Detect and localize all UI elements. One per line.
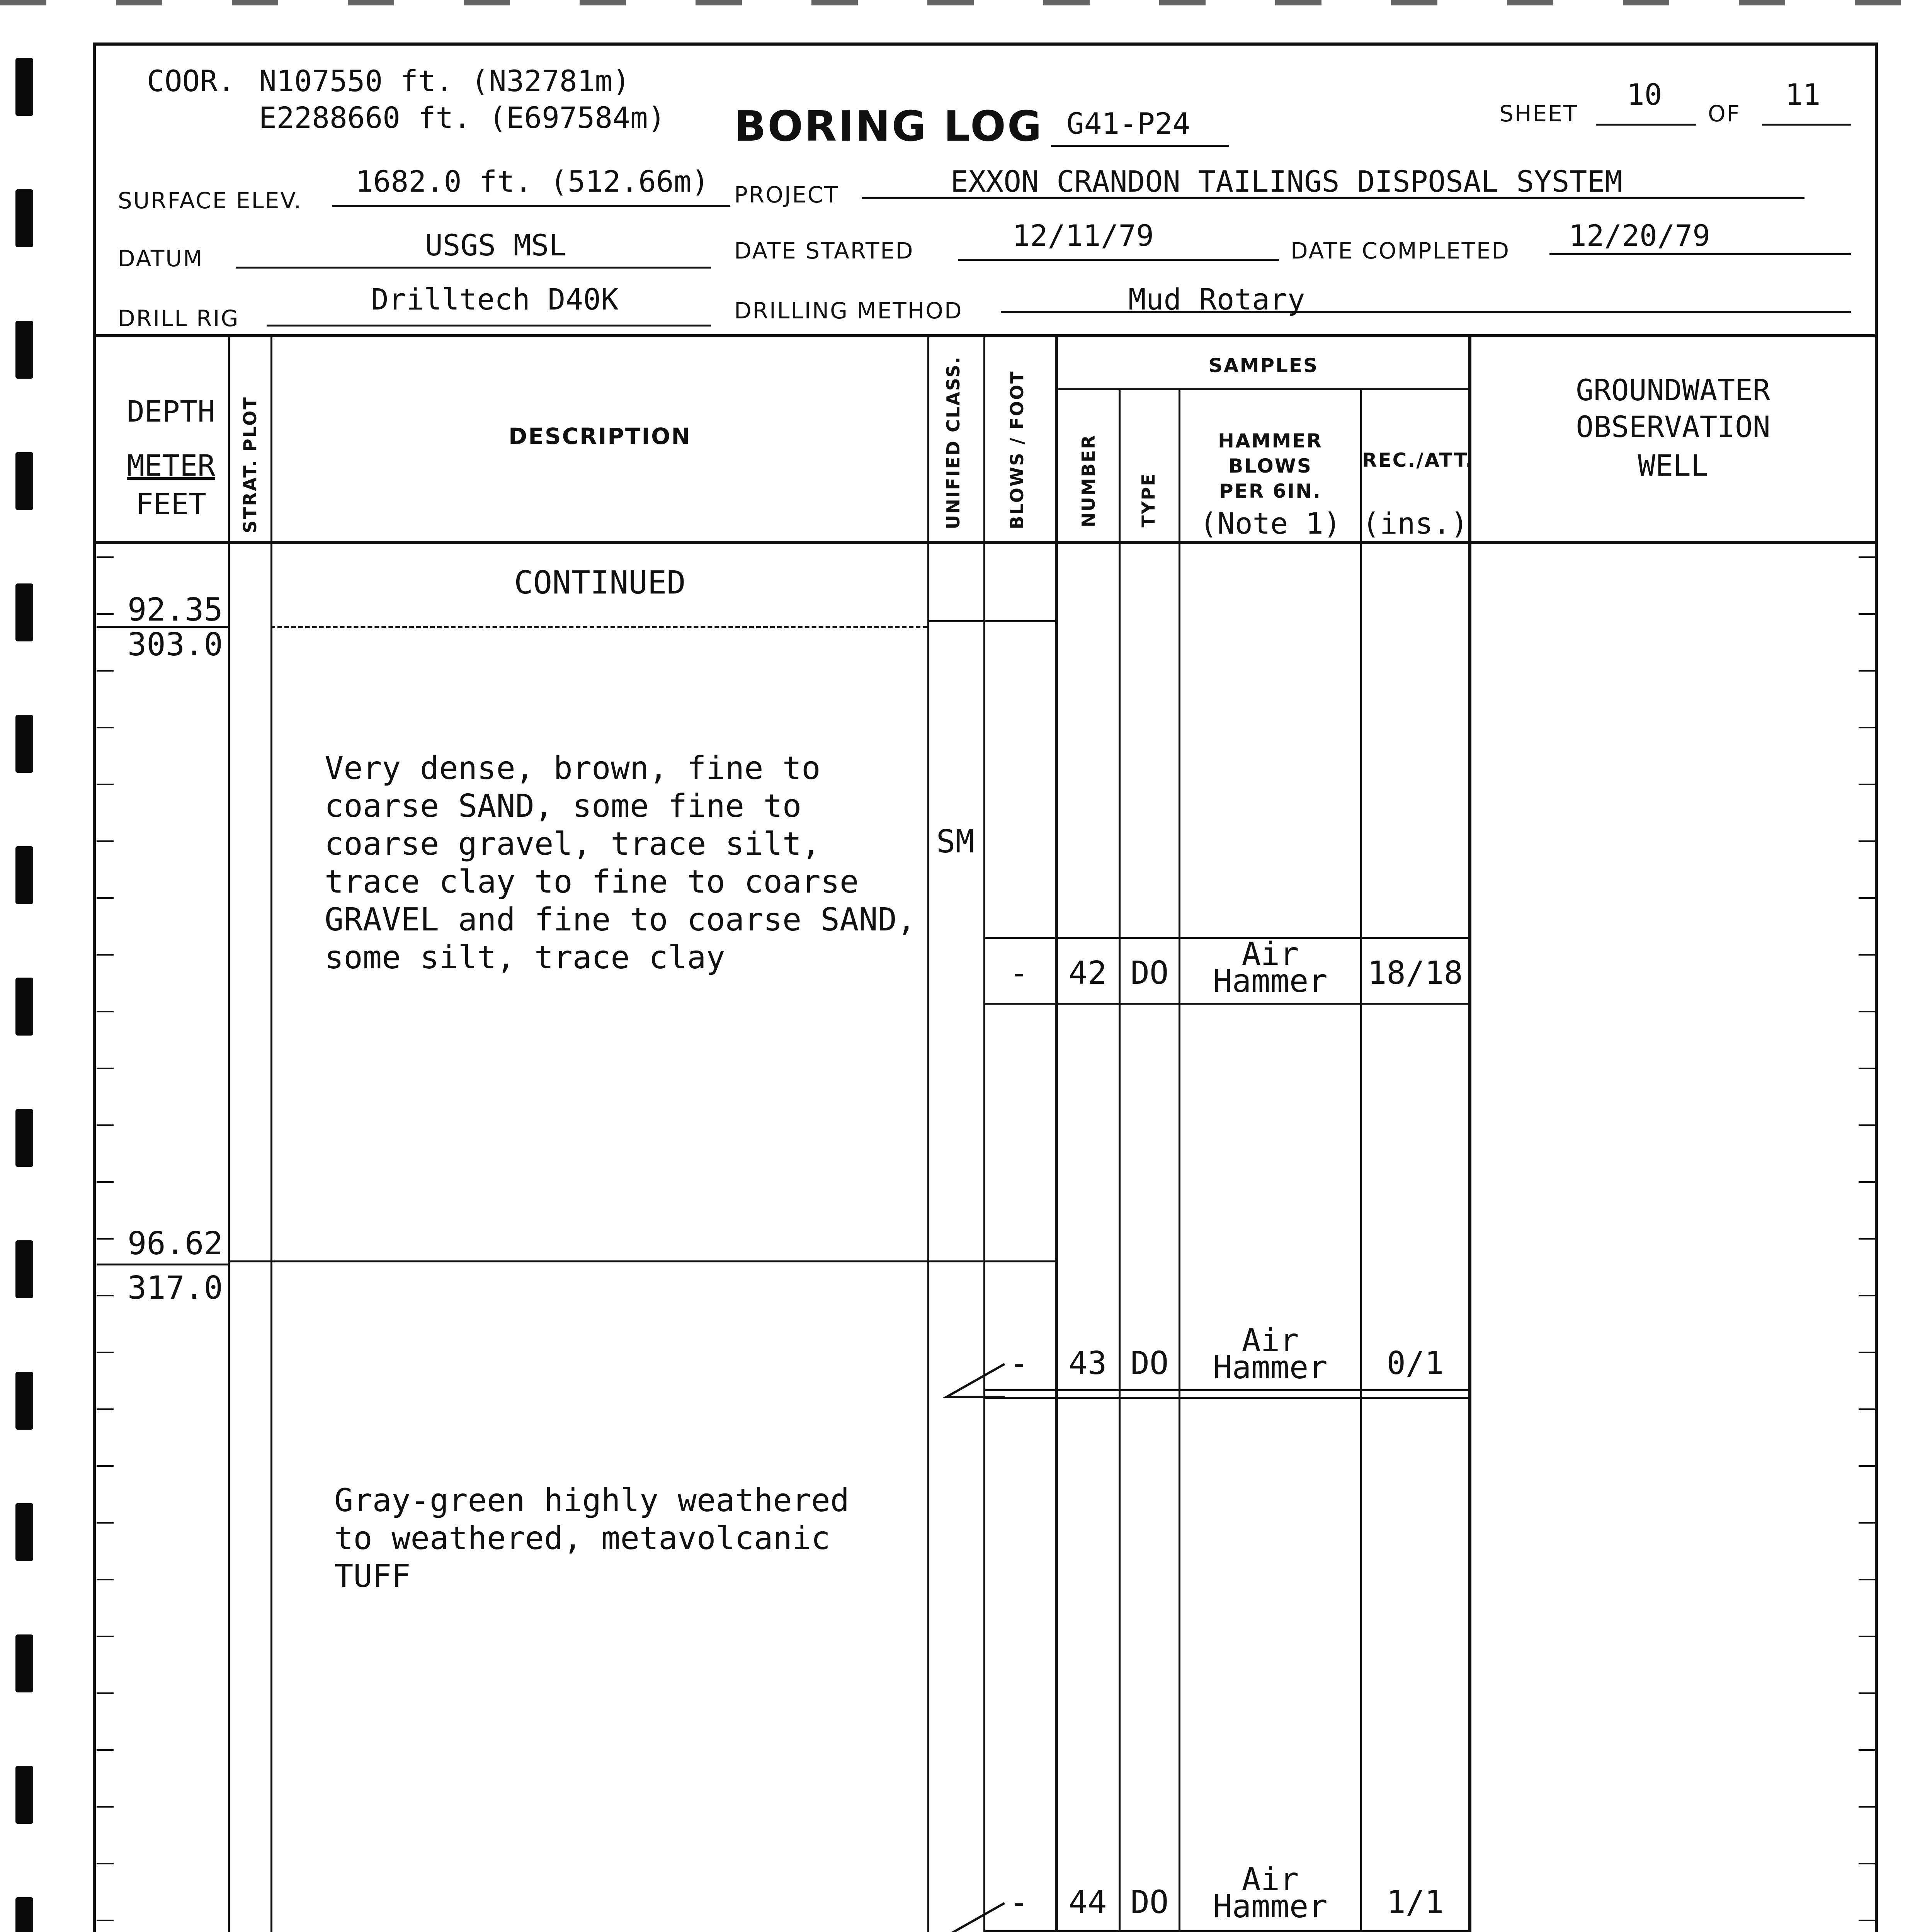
type-header: TYPE — [1138, 473, 1159, 527]
date-completed-label: DATE COMPLETED — [1291, 238, 1510, 264]
well-tick — [1859, 1636, 1876, 1637]
depth-tick — [97, 840, 114, 842]
feet-header: FEET — [135, 487, 207, 521]
sample-42-hammer-2: Hammer — [1213, 963, 1328, 1000]
binder-hole-mark — [15, 189, 33, 247]
stratum-1-line-1: Very dense, brown, fine to — [325, 750, 821, 787]
depth-tick — [97, 670, 114, 672]
sample-42-top-line — [983, 937, 1468, 939]
well-tick — [1859, 1068, 1876, 1069]
stratum-1-line-2: coarse SAND, some fine to — [325, 788, 802, 825]
depth-tick — [97, 1181, 114, 1183]
coor-east: E2288660 ft. (E697584m) — [259, 100, 666, 135]
well-tick — [1859, 1579, 1876, 1580]
depth-tick — [97, 556, 114, 558]
binder-hole-mark — [15, 1897, 33, 1932]
meter-header: METER — [127, 448, 215, 483]
well-tick — [1859, 1749, 1876, 1751]
drilling-method-label: DRILLING METHOD — [734, 298, 963, 324]
groundwater-header-2: OBSERVATION — [1576, 410, 1770, 444]
stratum-2-line-3: TUFF — [334, 1558, 411, 1595]
sample-44-number: 44 — [1068, 1884, 1107, 1921]
unified-class-header: UNIFIED CLASS. — [943, 355, 964, 529]
depth-tick — [97, 1749, 114, 1751]
depth-tick — [97, 1863, 114, 1864]
depth-tick — [97, 954, 114, 956]
depth-feet-2: 317.0 — [128, 1270, 223, 1306]
date-completed-line — [1549, 253, 1851, 255]
sample-42-hammer-1: Air — [1242, 936, 1299, 973]
sample-43-hammer-2: Hammer — [1213, 1349, 1328, 1386]
well-tick — [1859, 1522, 1876, 1524]
well-tick — [1859, 1352, 1876, 1353]
drill-rig-line — [267, 325, 711, 327]
of-label: OF — [1708, 100, 1741, 127]
sample-44-type: DO — [1130, 1884, 1169, 1921]
depth-tick — [97, 1692, 114, 1694]
sample-44-rec: 1/1 — [1386, 1884, 1444, 1921]
binder-hole-mark — [15, 452, 33, 510]
sample-42-bottom-line — [983, 1003, 1468, 1005]
well-tick — [1859, 1181, 1876, 1183]
description-header: DESCRIPTION — [509, 423, 691, 449]
well-tick — [1859, 1124, 1876, 1126]
depth-tick — [97, 1920, 114, 1921]
binder-hole-mark — [15, 1503, 33, 1561]
sample-43-blows: - — [1009, 1345, 1029, 1382]
strata-boundary-2 — [228, 1260, 1055, 1262]
depth-tick — [97, 1408, 114, 1410]
stratum-1-unified-class: SM — [936, 823, 975, 860]
sample-43-line-1 — [983, 1389, 1468, 1391]
coor-label: COOR. — [147, 64, 235, 98]
sample-42-number: 42 — [1068, 955, 1107, 992]
depth-feet-1: 303.0 — [128, 626, 223, 663]
groundwater-header-1: GROUNDWATER — [1576, 373, 1770, 407]
strata-boundary-1 — [270, 626, 927, 628]
depth-tick — [97, 1465, 114, 1467]
class-column-divider — [983, 334, 985, 1932]
depth-tick — [97, 1522, 114, 1524]
well-tick — [1859, 784, 1876, 785]
binder-hole-mark — [15, 1240, 33, 1298]
depth-tick — [97, 1806, 114, 1808]
date-started-label: DATE STARTED — [734, 238, 914, 264]
log-id-underline — [1051, 145, 1229, 147]
datum-label: DATUM — [118, 245, 204, 272]
binder-hole-mark — [15, 583, 33, 641]
binder-hole-mark — [15, 1766, 33, 1824]
well-tick — [1859, 1408, 1876, 1410]
well-tick — [1859, 1863, 1876, 1864]
depth-tick — [97, 897, 114, 899]
depth-tick — [97, 1295, 114, 1296]
depth-tick — [97, 1068, 114, 1069]
drilling-method-line — [1001, 311, 1851, 313]
project-name: EXXON CRANDON TAILINGS DISPOSAL SYSTEM — [951, 164, 1622, 199]
project-label: PROJECT — [734, 182, 839, 208]
binder-hole-mark — [15, 1372, 33, 1430]
hammer-note: (Note 1) — [1199, 506, 1341, 541]
drilling-method: Mud Rotary — [1128, 282, 1305, 316]
depth-tick — [97, 1011, 114, 1012]
datum-line — [236, 267, 711, 269]
page-title: BORING LOG — [734, 102, 1043, 151]
depth-boundary-line-2 — [97, 1264, 228, 1265]
surface-elev: 1682.0 ft. (512.66m) — [355, 164, 709, 199]
hammer-column-divider — [1360, 388, 1362, 1932]
stratum-1-line-4: trace clay to fine to coarse — [325, 864, 859, 900]
date-started: 12/11/79 — [1012, 218, 1154, 253]
description-column-divider — [927, 334, 929, 1932]
well-tick — [1859, 1920, 1876, 1921]
depth-column-divider — [228, 334, 230, 1932]
blows-column-divider — [1055, 334, 1058, 1932]
hammer-header-1: HAMMER — [1218, 430, 1323, 452]
well-tick — [1859, 556, 1876, 558]
well-tick — [1859, 954, 1876, 956]
sample-44-hammer-2: Hammer — [1213, 1888, 1328, 1925]
hammer-header-2: BLOWS — [1228, 455, 1312, 477]
depth-tick — [97, 613, 114, 615]
type-column-divider — [1179, 388, 1180, 1932]
depth-tick — [97, 1352, 114, 1353]
class-boundary-1 — [927, 620, 1055, 622]
depth-tick — [97, 1579, 114, 1580]
binder-hole-mark — [15, 1109, 33, 1167]
sample-42-rec: 18/18 — [1367, 955, 1463, 992]
well-tick — [1859, 897, 1876, 899]
well-tick — [1859, 1011, 1876, 1012]
stratum-1-line-3: coarse gravel, trace silt, — [325, 826, 821, 862]
stratum-1-line-6: some silt, trace clay — [325, 939, 725, 976]
depth-tick — [97, 784, 114, 785]
sample-43-line-2 — [983, 1397, 1468, 1399]
sheet-number: 10 — [1627, 77, 1662, 112]
sample-44-pointer-icon — [943, 1899, 1009, 1932]
sample-42-blows: - — [1009, 955, 1029, 992]
samples-column-divider — [1468, 334, 1471, 1932]
date-started-line — [958, 259, 1279, 261]
depth-boundary-line-1 — [97, 626, 228, 628]
stratum-1-line-5: GRAVEL and fine to coarse SAND, — [325, 901, 916, 938]
hammer-header-3: PER 6IN. — [1219, 480, 1321, 502]
binder-hole-mark — [15, 715, 33, 773]
number-column-divider — [1119, 388, 1121, 1932]
sample-44-line-1 — [983, 1930, 1468, 1932]
well-tick — [1859, 1295, 1876, 1296]
drill-rig: Drilltech D40K — [371, 282, 619, 316]
datum: USGS MSL — [425, 228, 567, 262]
well-tick — [1859, 613, 1876, 615]
binder-hole-mark — [15, 978, 33, 1036]
sample-42-type: DO — [1130, 955, 1169, 992]
continued-top: CONTINUED — [514, 565, 686, 601]
depth-tick — [97, 1124, 114, 1126]
drill-rig-label: DRILL RIG — [118, 305, 240, 332]
well-tick — [1859, 727, 1876, 728]
scan-top-edge — [0, 0, 1932, 5]
rec-units: (ins.) — [1362, 506, 1468, 541]
rec-att-header: REC./ATT. — [1362, 449, 1474, 471]
well-tick — [1859, 1238, 1876, 1240]
well-tick — [1859, 670, 1876, 672]
samples-subheader-line — [1055, 388, 1468, 390]
project-line — [862, 197, 1804, 199]
strat-plot-header: STRAT. PLOT — [240, 396, 260, 533]
stratum-2-line-2: to weathered, metavolcanic — [334, 1520, 830, 1557]
surface-elev-label: SURFACE ELEV. — [118, 187, 303, 214]
header-separator — [93, 334, 1878, 337]
samples-header: SAMPLES — [1208, 354, 1319, 377]
depth-meter-1: 92.35 — [128, 592, 223, 628]
sheet-total: 11 — [1785, 77, 1821, 112]
sample-43-hammer-1: Air — [1242, 1322, 1299, 1359]
well-tick — [1859, 840, 1876, 842]
binder-hole-mark — [15, 846, 33, 904]
sample-43-number: 43 — [1068, 1345, 1107, 1382]
column-header-separator — [93, 541, 1878, 544]
coor-north: N107550 ft. (N32781m) — [259, 64, 630, 98]
binder-hole-mark — [15, 58, 33, 116]
sample-44-blows: - — [1009, 1884, 1029, 1921]
surface-elev-line — [332, 205, 730, 207]
well-tick — [1859, 1692, 1876, 1694]
date-completed: 12/20/79 — [1569, 218, 1711, 253]
depth-tick — [97, 1238, 114, 1240]
sample-43-type: DO — [1130, 1345, 1169, 1382]
sample-43-rec: 0/1 — [1386, 1345, 1444, 1382]
groundwater-header-3: WELL — [1638, 448, 1709, 483]
binder-hole-mark — [15, 1634, 33, 1692]
sheet-number-line — [1596, 124, 1696, 126]
number-header: NUMBER — [1078, 434, 1099, 527]
blows-foot-header: BLOWS / FOOT — [1007, 370, 1027, 529]
depth-tick — [97, 727, 114, 728]
well-tick — [1859, 1465, 1876, 1467]
sample-44-hammer-1: Air — [1242, 1861, 1299, 1898]
depth-header: DEPTH — [127, 394, 215, 429]
well-tick — [1859, 1806, 1876, 1808]
binder-hole-mark — [15, 321, 33, 379]
sheet-total-line — [1762, 124, 1851, 126]
sample-43-pointer-icon — [943, 1360, 1009, 1403]
sheet-label: SHEET — [1499, 100, 1578, 127]
depth-tick — [97, 1636, 114, 1637]
stratum-2-line-1: Gray-green highly weathered — [334, 1482, 849, 1519]
log-id: G41-P24 — [1066, 106, 1190, 141]
depth-meter-2: 96.62 — [128, 1225, 223, 1262]
